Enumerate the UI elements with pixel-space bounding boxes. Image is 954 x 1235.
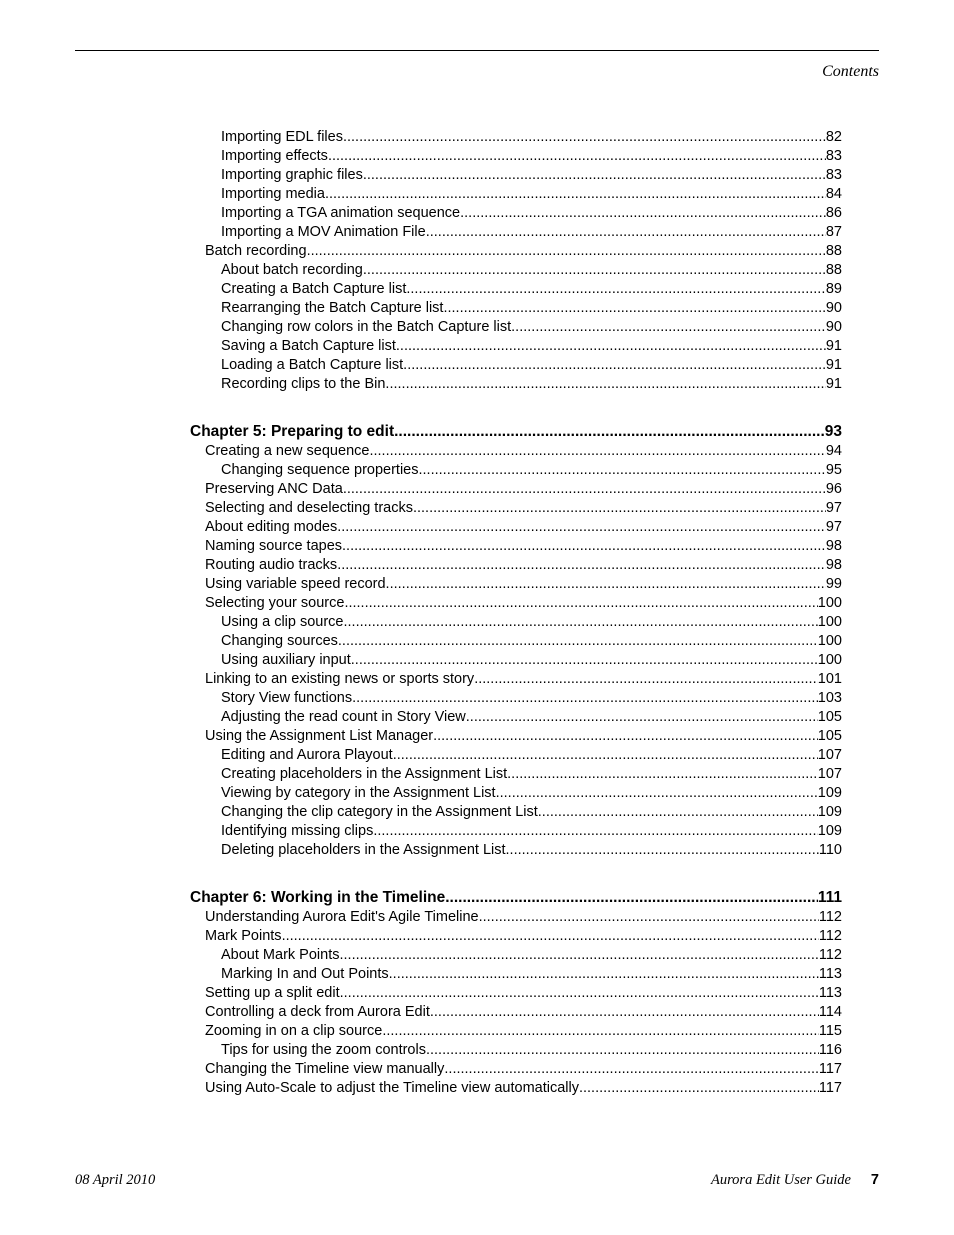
toc-entry-page: 94 [825,443,842,459]
toc-entry-title: Adjusting the read count in Story View [221,709,466,725]
toc-entry-title: Naming source tapes [205,538,343,554]
toc-entry-title: Using variable speed record [205,576,386,592]
toc-entry[interactable] [190,262,842,281]
toc-entry-title: Recording clips to the Bin [221,376,386,392]
toc-entry-title: Changing sources [221,633,338,649]
toc-leader-dots [445,889,818,907]
footer-date: 08 April 2010 [75,1172,156,1188]
toc-leader-dots [340,985,819,1001]
toc-entry-title: Importing media [221,186,325,202]
toc-entry-title: Creating a Batch Capture list [221,281,407,297]
toc-leader-dots [352,690,818,706]
toc-entry-title: Controlling a deck from Aurora Edit [205,1004,430,1020]
toc-leader-dots [474,671,818,687]
toc-entry-title: About batch recording [221,262,363,278]
toc-entry[interactable] [190,766,842,785]
toc-entry[interactable] [190,1004,842,1023]
toc-leader-dots [426,1042,819,1058]
toc-entry-title: About Mark Points [221,947,340,963]
toc-leader-dots [466,709,818,725]
toc-entry-title: Changing sequence properties [221,462,419,478]
toc-leader-dots [413,500,826,516]
toc-entry-page: 87 [825,224,842,240]
toc-entry[interactable] [190,804,842,823]
toc-entry-title: Batch recording [205,243,307,259]
toc-leader-dots [385,376,825,392]
toc-entry[interactable] [190,909,842,928]
toc-entry-page: 105 [817,709,842,725]
toc-entry[interactable] [190,633,842,652]
toc-entry-page: 107 [817,766,842,782]
toc-entry-page: 90 [825,319,842,335]
toc-entry-title: Changing row colors in the Batch Capture list [221,319,512,335]
toc-entry-title: Linking to an existing news or sports story [205,671,475,687]
toc-entry-page: 98 [825,538,842,554]
page-header-title: Contents [822,63,879,80]
toc-chapter-entry[interactable] [190,423,842,443]
toc-leader-dots [430,1004,819,1020]
footer-page-number: 7 [870,1172,879,1188]
toc-entry-page: 82 [825,129,842,145]
toc-entry-page: 112 [818,909,842,925]
toc-entry[interactable] [190,519,842,538]
toc-entry-page: 113 [818,966,842,982]
toc-entry-title: Marking In and Out Points [221,966,389,982]
toc-leader-dots [507,766,818,782]
toc-leader-dots [338,633,818,649]
toc-entry[interactable] [190,129,842,148]
toc-entry-page: 109 [817,823,842,839]
toc-leader-dots [496,785,818,801]
toc-entry-title: Chapter 6: Working in the Timeline [190,889,446,906]
toc-leader-dots [328,148,826,164]
toc-leader-dots [479,909,819,925]
toc-entry-page: 88 [825,262,842,278]
toc-leader-dots [337,557,826,573]
toc-entry[interactable] [190,671,842,690]
toc-leader-dots [369,443,825,459]
toc-entry-title: Preserving ANC Data [205,481,343,497]
toc-entry-page: 95 [825,462,842,478]
toc-entry-title: Deleting placeholders in the Assignment List [221,842,506,858]
toc-entry-title: Editing and Aurora Playout [221,747,393,763]
toc-entry-title: Identifying missing clips [221,823,374,839]
toc-entry-page: 110 [818,842,842,858]
toc-entry-page: 117 [818,1061,842,1077]
toc-entry[interactable] [190,747,842,766]
toc-entry-title: Using auxiliary input [221,652,351,668]
toc-leader-dots [343,481,826,497]
toc-entry-page: 117 [818,1080,842,1096]
toc-entry[interactable] [190,319,842,338]
toc-entry-title: Importing EDL files [221,129,343,145]
toc-entry-page: 96 [825,481,842,497]
toc-entry-page: 107 [817,747,842,763]
toc-entry-page: 100 [817,633,842,649]
toc-leader-dots [382,1023,819,1039]
toc-entry-title: Changing the clip category in the Assignment List [221,804,538,820]
toc-leader-dots [325,186,826,202]
toc-entry[interactable] [190,481,842,500]
toc-entry-page: 113 [818,985,842,1001]
toc-entry[interactable] [190,576,842,595]
toc-entry-page: 100 [817,652,842,668]
toc-entry-title: Tips for using the zoom controls [221,1042,426,1058]
toc-leader-dots [339,947,818,963]
toc-entry-title: Rearranging the Batch Capture list [221,300,444,316]
toc-entry-title: Loading a Batch Capture list [221,357,404,373]
toc-entry-title: Importing effects [221,148,328,164]
toc-entry-title: Saving a Batch Capture list [221,338,396,354]
toc-entry[interactable] [190,538,842,557]
toc-entry-page: 109 [817,785,842,801]
toc-entry-title: Zooming in on a clip source [205,1023,383,1039]
toc-entry[interactable] [190,1023,842,1042]
toc-entry[interactable] [190,1042,842,1061]
toc-entry[interactable] [190,338,842,357]
toc-entry[interactable] [190,614,842,633]
toc-entry[interactable] [190,500,842,519]
toc-leader-dots [460,205,826,221]
toc-entry[interactable] [190,167,842,186]
toc-entry[interactable] [190,357,842,376]
toc-entry[interactable] [190,709,842,728]
toc-entry-title: Viewing by category in the Assignment List [221,785,496,801]
toc-entry-title: Importing graphic files [221,167,363,183]
toc-entry-title: Using the Assignment List Manager [205,728,434,744]
toc-entry-page: 90 [825,300,842,316]
toc-entry-title: Using Auto-Scale to adjust the Timeline view automatically [205,1080,579,1096]
toc-entry-page: 89 [825,281,842,297]
toc-leader-dots [344,595,817,611]
toc-leader-dots [342,538,826,554]
toc-leader-dots [389,966,819,982]
toc-leader-dots [394,423,825,441]
toc-entry[interactable] [190,690,842,709]
toc-entry[interactable] [190,281,842,300]
toc-entry[interactable] [190,243,842,262]
toc-entry-page: 86 [825,205,842,221]
toc-entry[interactable] [190,985,842,1004]
toc-leader-dots [538,804,818,820]
toc-entry[interactable] [190,785,842,804]
toc-entry[interactable] [190,947,842,966]
toc-leader-dots [386,576,826,592]
toc-leader-dots [579,1080,819,1096]
toc-leader-dots [506,842,819,858]
toc-leader-dots [406,281,825,297]
toc-entry[interactable] [190,462,842,481]
toc-entry[interactable] [190,443,842,462]
toc-entry-title: Changing the Timeline view manually [205,1061,445,1077]
toc-entry-title: Mark Points [205,928,282,944]
toc-entry-page: 116 [818,1042,842,1058]
toc-leader-dots [344,614,818,630]
toc-entry[interactable] [190,186,842,205]
toc-leader-dots [373,823,817,839]
footer-guide-title: Aurora Edit User Guide [710,1172,851,1188]
toc-entry-page: 98 [825,557,842,573]
toc-leader-dots [337,519,826,535]
toc-entry-page: 109 [817,804,842,820]
toc-entry-title: Story View functions [221,690,353,706]
toc-entry[interactable] [190,224,842,243]
toc-entry-page: 88 [825,243,842,259]
table-of-contents [190,129,842,1099]
toc-entry-title: Understanding Aurora Edit's Agile Timeline [205,909,479,925]
toc-entry[interactable] [190,823,842,842]
toc-entry-title: Creating placeholders in the Assignment List [221,766,508,782]
toc-entry-page: 111 [817,889,842,906]
toc-leader-dots [419,462,826,478]
toc-leader-dots [396,338,826,354]
toc-entry-page: 105 [817,728,842,744]
toc-entry-page: 112 [818,928,842,944]
toc-leader-dots [433,728,818,744]
toc-entry[interactable] [190,842,842,861]
toc-leader-dots [393,747,818,763]
toc-leader-dots [363,167,826,183]
toc-entry[interactable] [190,928,842,947]
toc-entry-title: Selecting your source [205,595,345,611]
toc-leader-dots [363,262,826,278]
toc-leader-dots [511,319,826,335]
toc-entry-page: 97 [825,500,842,516]
toc-entry[interactable] [190,300,842,319]
toc-leader-dots [351,652,818,668]
toc-entry-title: Importing a MOV Animation File [221,224,426,240]
toc-entry-page: 112 [818,947,842,963]
toc-entry[interactable] [190,205,842,224]
toc-leader-dots [426,224,826,240]
toc-entry-page: 100 [817,595,842,611]
toc-entry-page: 100 [817,614,842,630]
toc-entry-page: 101 [817,671,842,687]
header-rule [75,50,879,51]
toc-entry-page: 83 [825,148,842,164]
toc-entry-page: 103 [817,690,842,706]
toc-entry-title: Importing a TGA animation sequence [221,205,461,221]
toc-entry[interactable] [190,728,842,747]
toc-entry[interactable] [190,1061,842,1080]
toc-entry-page: 93 [824,423,842,440]
toc-entry-page: 84 [825,186,842,202]
toc-leader-dots [343,129,826,145]
toc-entry-title: Selecting and deselecting tracks [205,500,413,516]
toc-entry-page: 91 [825,338,842,354]
toc-leader-dots [443,300,825,316]
toc-entry-title: Routing audio tracks [205,557,338,573]
toc-entry-page: 83 [825,167,842,183]
toc-entry-title: Chapter 5: Preparing to edit [190,423,395,440]
toc-entry-title: About editing modes [205,519,338,535]
toc-entry-page: 114 [818,1004,842,1020]
toc-chapter-entry[interactable] [190,889,842,909]
toc-leader-dots [307,243,826,259]
toc-entry[interactable] [190,652,842,671]
toc-leader-dots [282,928,819,944]
toc-leader-dots [444,1061,818,1077]
toc-entry[interactable] [190,148,842,167]
toc-entry[interactable] [190,595,842,614]
toc-entry-page: 97 [825,519,842,535]
toc-entry-page: 91 [825,376,842,392]
toc-entry-title: Setting up a split edit [205,985,340,1001]
toc-entry[interactable] [190,966,842,985]
toc-entry-page: 115 [818,1023,842,1039]
toc-entry[interactable] [190,376,842,395]
toc-entry-title: Creating a new sequence [205,443,370,459]
toc-entry-title: Using a clip source [221,614,344,630]
toc-entry[interactable] [190,1080,842,1099]
toc-entry-page: 91 [825,357,842,373]
toc-entry-page: 99 [825,576,842,592]
toc-entry[interactable] [190,557,842,576]
toc-leader-dots [403,357,826,373]
